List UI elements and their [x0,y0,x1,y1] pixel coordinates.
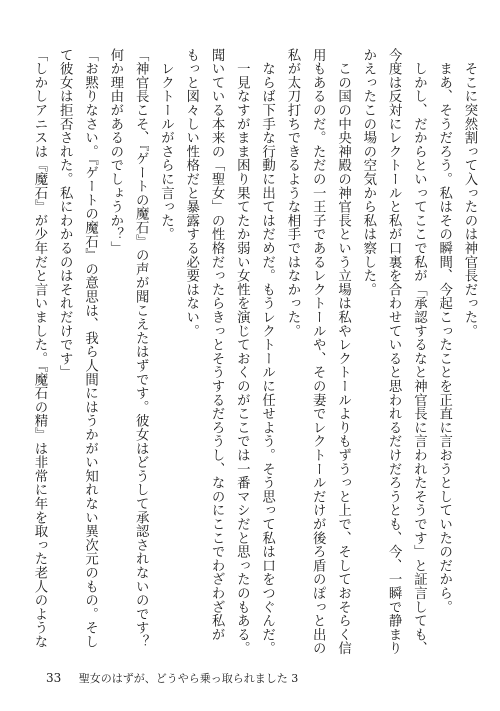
text-line: 今度は反対にレクトールと私が口裏を合わせていると思われるだけだろうとも、今、一瞬で静まり [386,48,402,656]
text-line: ならば下手な行動に出てはだめだ。もうレクトールに任せよう。そう思って私は口をつぐんだ。 [259,48,275,656]
text-line: しかし、だからといってここで私が「承認するなと神官長に言われたそうです」と証言しても、 [411,48,427,656]
text-line: レクトールがさらに言った。 [158,48,174,242]
text-line: 「お黙りなさい。『ゲートの魔石』の意思は、我ら人間にはうかがい知れない異次元のもの。そし [82,48,98,649]
text-line: そこに突然割って入ったのは神官長だった。 [462,48,477,338]
text-line: まあ、そうだろう。私はその瞬間、今起こったことを正直に言おうとしていたのだから。 [436,48,452,614]
text-line: 一見なすがまま困り果てたか弱い女性を演じておくのがここでは一番マシだと思ったのもある。 [234,48,250,656]
page-number: 33 [46,671,62,685]
text-line: もっと図々しい性格だと暴露する必要はない。 [183,48,199,338]
vertical-text-body [27,48,482,658]
text-line: 何か理由があるのでしょうか？」 [107,48,123,255]
text-line: 私が太刀打ちできるような相手ではなかった。 [284,48,300,338]
text-line: 「神官長こそ、『ゲートの魔石』の声が聞こえたはずです。彼女はどうして承認されないのです？ [133,48,149,649]
text-line: 聞いている本来の「聖女」の性格だったらきっとそうするだろうし、なのにここでわざわざ私が [209,48,225,642]
text-line: かえったこの場の空気から私は察した。 [360,48,376,297]
text-line: て彼女は拒否された。私にわかるのはそれだけです」 [57,48,73,380]
text-line: 「しかしアニスは『魔石』が少年だと言いました。『魔石の精』は非常に年を取った老人のような [31,48,47,649]
text-line: 用もあるのだ。ただの一王子であるレクトールや、その妻でレクトールだけが後ろ盾のぽっと出の [310,48,326,656]
running-title: 聖女のはずが、どうやら乗っ取られました 3 [78,672,299,685]
text-line: この国の中央神殿の神官長という立場は私やレクトールよりもずうっと上で、そしておそらく信 [335,48,351,656]
page-footer [46,670,298,686]
